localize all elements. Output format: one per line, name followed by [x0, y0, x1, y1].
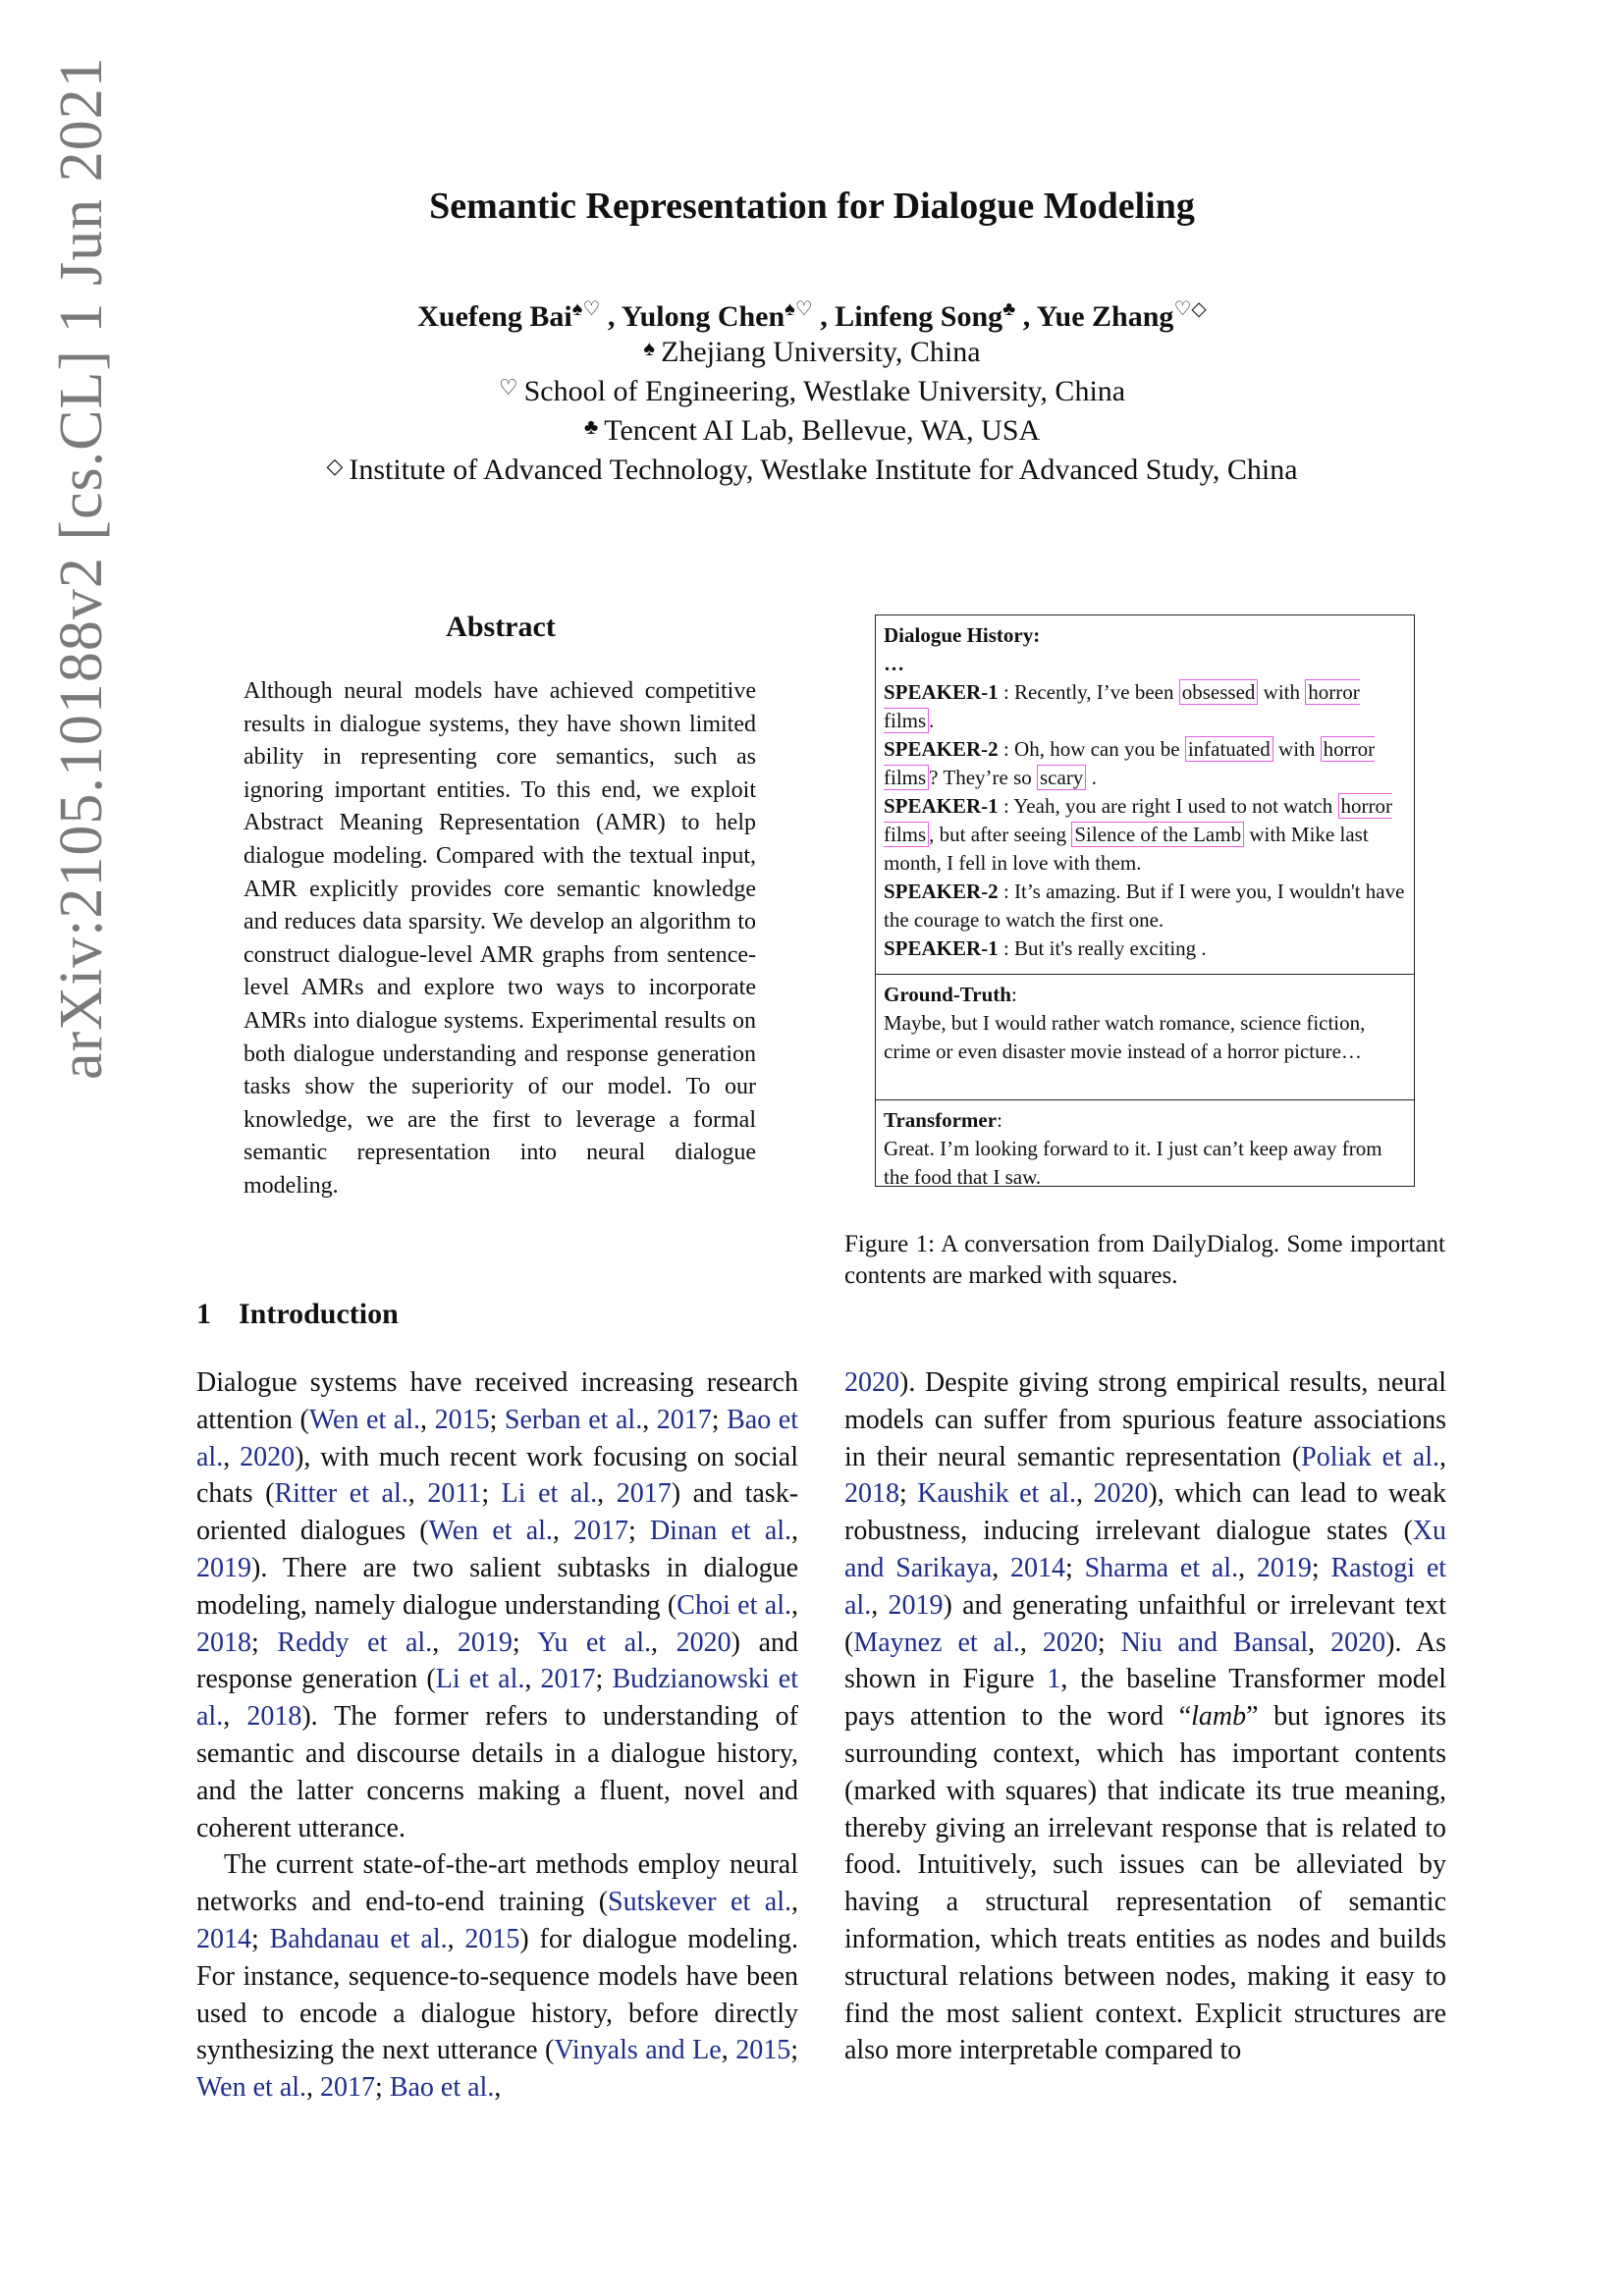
citation-link[interactable]: Rastogi et al. — [844, 1552, 1447, 1621]
utterance — [884, 678, 1406, 735]
citation-link[interactable]: Maynez et al. — [853, 1627, 1020, 1658]
body-text: , — [432, 1627, 458, 1658]
transformer-colon: : — [997, 1108, 1002, 1132]
speaker-label: SPEAKER-2 — [884, 880, 999, 903]
figure-1-dialogue-box — [875, 614, 1415, 1187]
utterance-text: : But it's really exciting . — [998, 936, 1207, 960]
citation-link[interactable]: 2017 — [616, 1478, 672, 1510]
citation-link[interactable]: 2015 — [735, 2035, 791, 2066]
citation-link[interactable]: Bao et al. — [389, 2072, 495, 2104]
citation-link[interactable]: 2019 — [888, 1589, 944, 1621]
body-text: , — [552, 1516, 574, 1547]
affiliation-text: School of Engineering, Westlake University, China — [523, 375, 1126, 407]
ground-truth-colon: : — [1010, 983, 1017, 1006]
citation-link[interactable]: 2019 — [1256, 1552, 1312, 1583]
body-text: , — [791, 1887, 798, 1918]
author-name: Xuefeng Bai — [417, 300, 572, 333]
marked-entity: scary — [1037, 765, 1086, 790]
affiliation-text: Zhejiang University, China — [661, 336, 981, 368]
citation-link[interactable]: 2018 — [246, 1701, 302, 1733]
body-text: ; — [790, 2035, 798, 2066]
citation-link[interactable]: Bahdanau et al. — [269, 1923, 448, 1954]
utterance — [884, 792, 1406, 878]
marked-entity: Silence of the Lamb — [1071, 822, 1244, 847]
utterance-text: with — [1272, 737, 1321, 761]
figure-caption: Figure 1: A conversation from DailyDialog. Some important contents are marked with squares. — [844, 1231, 1445, 1289]
citation-link[interactable]: 2019 — [196, 1552, 251, 1583]
body-text: ; — [899, 1478, 918, 1510]
citation-link[interactable]: Vinyals and Le — [554, 2035, 722, 2066]
author-marks: ♠♡ — [785, 298, 813, 320]
speaker-label: SPEAKER-2 — [884, 737, 999, 761]
citation-link[interactable]: 2017 — [540, 1664, 596, 1695]
utterance-text: : Yeah, you are right I used to not watch — [998, 794, 1338, 818]
ground-truth-section — [876, 974, 1414, 1099]
citation-link[interactable]: 2020 — [676, 1627, 731, 1658]
affiliation — [0, 454, 1624, 487]
body-text: ). Despite giving strong empirical results, neural models can suffer from spurious feature associations in their neural semantic representation ( — [844, 1367, 1446, 1472]
abstract-heading: Abstract — [446, 611, 556, 643]
citation-link[interactable]: 2019 — [457, 1627, 513, 1658]
body-text: ) and response generation ( — [196, 1627, 799, 1695]
body-text: , — [1075, 1478, 1094, 1510]
dialogue-history-heading: Dialogue History: — [884, 623, 1041, 647]
citation-link[interactable]: Wen et al. — [196, 2072, 307, 2104]
utterance-text: , but after seeing — [929, 823, 1072, 846]
intro-paragraph — [196, 1364, 798, 1846]
author-marks: ♠♡ — [571, 298, 601, 320]
body-text: , — [871, 1589, 889, 1621]
left-column — [196, 1364, 798, 2107]
right-column — [844, 1364, 1446, 2069]
utterance-text: ? They’re so — [929, 766, 1037, 789]
body-text: , — [651, 1627, 677, 1658]
citation-link[interactable]: Dinan et al. — [649, 1516, 792, 1547]
speaker-label: SPEAKER-1 — [884, 794, 999, 818]
body-text: ). The former refers to understanding of semantic and discourse details in a dialogue history, and the latter concerns making a fluent, novel and coherent utterance. — [196, 1701, 799, 1843]
citation-link[interactable]: Poliak et al. — [1301, 1441, 1439, 1472]
body-text: , the baseline Transformer model pays attention to the word “ — [844, 1664, 1447, 1733]
abstract-body: Although neural models have achieved competitive results in dialogue systems, they have shown limited ability in representing core semantics, such as ignoring important entities. To this end, we exploit Abstract Meaning Representation (AMR) to help dialogue modeling. Compared with the textual input, AMR explicitly provides core semantic knowledge and reduces data sparsity. We develop an algorithm to construct dialogue-level AMR graphs from sentence-level AMRs and explore two ways to incorporate AMRs into dialogue systems. Experimental results on both dialogue understanding and response generation tasks show the superiority of our model. To our knowledge, we are the first to leverage a formal semantic representation into neural dialogue modeling. — [244, 678, 756, 1199]
body-text: , — [407, 1478, 428, 1510]
utterance-text: : Recently, I’ve been — [998, 680, 1179, 704]
body-text: , — [306, 2072, 321, 2104]
dialogue-ellipsis: … — [884, 652, 904, 675]
author-list: Xuefeng Bai♠♡ , Yulong Chen♠♡ , Linfeng Song♣ , Yue Zhang♡◇ — [417, 298, 1207, 333]
intro-paragraph — [196, 1846, 798, 2107]
citation-link[interactable]: Li et al. — [501, 1478, 598, 1510]
citation-link[interactable]: Sharma et al. — [1084, 1552, 1239, 1583]
body-text: , — [597, 1478, 617, 1510]
utterance-text: . — [1086, 766, 1097, 789]
body-text: , — [1238, 1552, 1257, 1583]
citation-link[interactable]: 2017 — [656, 1404, 712, 1435]
body-text: ; — [1097, 1627, 1121, 1658]
citation-link[interactable]: 2014 — [196, 1923, 251, 1954]
affiliation — [0, 375, 1624, 408]
body-text: ; — [628, 1516, 650, 1547]
body-text: ) and generating unfaithful or irrelevant text ( — [844, 1589, 1446, 1658]
author-marks: ♣ — [1002, 298, 1016, 320]
citation-link[interactable]: 2014 — [1009, 1552, 1065, 1583]
citation-link[interactable]: Li et al. — [435, 1664, 525, 1695]
body-text: ; — [1311, 1552, 1331, 1583]
body-text: Dialogue systems have received increasing research attention ( — [196, 1367, 798, 1435]
section-title: Introduction — [239, 1298, 399, 1330]
paper-title: Semantic Representation for Dialogue Modeling — [429, 186, 1195, 227]
citation-link[interactable]: Yu et al. — [537, 1627, 651, 1658]
affiliation — [0, 336, 1624, 369]
marked-entity: infatuated — [1185, 736, 1273, 762]
body-text: , — [494, 2072, 502, 2104]
section-heading — [196, 1298, 399, 1331]
utterance — [884, 878, 1406, 934]
body-text: , — [791, 1589, 798, 1621]
affiliation-mark: ◇ — [326, 454, 344, 478]
body-text: , — [420, 1404, 435, 1435]
figure-reference-link[interactable]: 1 — [1047, 1664, 1061, 1695]
body-text: ), which can lead to weak robustness, inducing irrelevant dialogue states ( — [844, 1478, 1446, 1547]
speaker-label: SPEAKER-1 — [884, 680, 999, 704]
body-text: ; — [512, 1627, 538, 1658]
affiliation-mark: ♡ — [498, 375, 518, 400]
body-text: , — [642, 1404, 657, 1435]
body-text: , — [223, 1441, 241, 1472]
citation-link[interactable]: Xu and Sarikaya — [844, 1516, 1446, 1583]
body-text: ; — [251, 1627, 278, 1658]
body-text: ; — [375, 2072, 390, 2104]
body-text: ; — [489, 1404, 505, 1435]
citation-link[interactable]: Choi et al. — [677, 1589, 791, 1621]
affiliation — [0, 414, 1624, 448]
body-text: ; — [251, 1923, 270, 1954]
speaker-label: SPEAKER-1 — [884, 936, 999, 960]
transformer-section — [876, 1099, 1414, 1198]
utterance-text: with Mike last month, I fell in love with them. — [884, 823, 1369, 875]
citation-link[interactable]: 2020 — [1330, 1627, 1386, 1658]
citation-link[interactable]: 2018 — [196, 1627, 251, 1658]
body-text: ) and task-oriented dialogues ( — [196, 1478, 799, 1547]
body-text: , — [223, 1701, 247, 1733]
body-text: ). There are two salient subtasks in dialogue modeling, namely dialogue understanding ( — [196, 1552, 798, 1621]
body-text: , — [524, 1664, 541, 1695]
body-text: ), with much recent work focusing on social chats ( — [196, 1441, 799, 1510]
utterance-text: with — [1258, 680, 1306, 704]
marked-entity: horror films — [884, 680, 1360, 732]
affiliation-mark: ♠ — [643, 336, 656, 360]
body-text: ; — [481, 1478, 502, 1510]
utterance — [884, 934, 1406, 963]
body-text: ). As shown in Figure — [844, 1627, 1446, 1695]
citation-link[interactable]: Niu and Bansal — [1120, 1627, 1309, 1658]
dialogue-history-section — [876, 615, 1414, 974]
citation-link[interactable]: 2015 — [434, 1404, 490, 1435]
body-text: , — [721, 2035, 736, 2066]
citation-link[interactable]: 2017 — [320, 2072, 376, 2104]
citation-link[interactable]: Ritter et al. — [274, 1478, 408, 1510]
body-text: , — [791, 1516, 799, 1547]
author-marks: ♡◇ — [1173, 298, 1207, 320]
body-text: ” but ignores its surrounding context, which has important contents (marked with squares) that indicate its true meaning, thereby giving an irrelevant response that is related to food. Intuitively, such issues can be alleviated by having a structural representation of semantic information, which treats entities as nodes and builds structural relations between nodes, making it easy to find the most salient context. Explicit structures are also more interpretable compared to — [844, 1701, 1446, 2066]
citation-link[interactable]: 2011 — [427, 1478, 482, 1510]
marked-entity: horror films — [884, 794, 1393, 846]
ground-truth-heading: Ground-Truth — [884, 983, 1011, 1006]
body-text: , — [1439, 1441, 1446, 1472]
author-name: Yue Zhang — [1036, 300, 1174, 333]
utterance-text: : Oh, how can you be — [998, 737, 1185, 761]
arxiv-identifier: arXiv:2105.10188v2 [cs.CL] 1 Jun 2021 — [48, 56, 115, 1080]
utterance-text: : It’s amazing. But if I were you, I wouldn't have the courage to watch the first one. — [884, 880, 1405, 932]
intro-paragraph-continued — [844, 1364, 1446, 2069]
citation-link[interactable]: 2015 — [464, 1923, 520, 1954]
utterance-text: . — [929, 709, 935, 732]
section-number: 1 — [196, 1298, 211, 1330]
body-text: ) for dialogue modeling. For instance, sequence-to-sequence models have been used to encode a dialogue history, before directly synthesizing the next utterance ( — [196, 1923, 798, 2066]
citation-link[interactable]: Serban et al. — [504, 1404, 643, 1435]
citation-link[interactable]: Wen et al. — [428, 1516, 553, 1547]
transformer-heading: Transformer — [884, 1108, 998, 1132]
body-text: ; — [711, 1404, 728, 1435]
body-text: ; — [1064, 1552, 1085, 1583]
citation-link[interactable]: Kaushik et al. — [917, 1478, 1076, 1510]
citation-link[interactable]: 2020 — [1093, 1478, 1149, 1510]
body-text: , — [992, 1552, 1010, 1583]
utterance — [884, 735, 1406, 792]
affiliation-text: Institute of Advanced Technology, Westlake Institute for Advanced Study, China — [349, 454, 1298, 486]
ground-truth-text: Maybe, but I would rather watch romance, science fiction, crime or even disaster movie instead of a horror picture… — [884, 1011, 1366, 1063]
citation-link[interactable]: 2018 — [844, 1478, 899, 1510]
author-name: Yulong Chen — [621, 300, 785, 333]
citation-link[interactable]: 2020 — [844, 1367, 899, 1398]
author-name: Linfeng Song — [835, 300, 1003, 333]
citation-link[interactable]: 2017 — [573, 1516, 629, 1547]
marked-entity: horror films — [884, 737, 1376, 789]
citation-link[interactable]: Budzianowski et al. — [196, 1664, 799, 1733]
marked-entity: obsessed — [1179, 679, 1259, 705]
citation-link[interactable]: 2020 — [1042, 1627, 1098, 1658]
affiliation-mark: ♣ — [583, 414, 599, 439]
affiliation-text: Tencent AI Lab, Bellevue, WA, USA — [604, 414, 1041, 447]
body-text: , — [447, 1923, 465, 1954]
citation-link[interactable]: Reddy et al. — [277, 1627, 433, 1658]
citation-link[interactable]: Wen et al. — [308, 1404, 421, 1435]
transformer-text: Great. I’m looking forward to it. I just can’t keep away from the food that I saw. — [884, 1137, 1382, 1189]
body-text: , — [1308, 1627, 1331, 1658]
body-text: , — [1019, 1627, 1043, 1658]
citation-link[interactable]: Sutskever et al. — [608, 1887, 791, 1918]
emphasized-word: lamb — [1191, 1701, 1247, 1733]
citation-link[interactable]: 2020 — [240, 1441, 296, 1472]
body-text: ; — [595, 1664, 613, 1695]
citation-link[interactable]: Bao et al. — [196, 1404, 798, 1472]
body-text: The current state-of-the-art methods employ neural networks and end-to-end training ( — [196, 1849, 798, 1918]
